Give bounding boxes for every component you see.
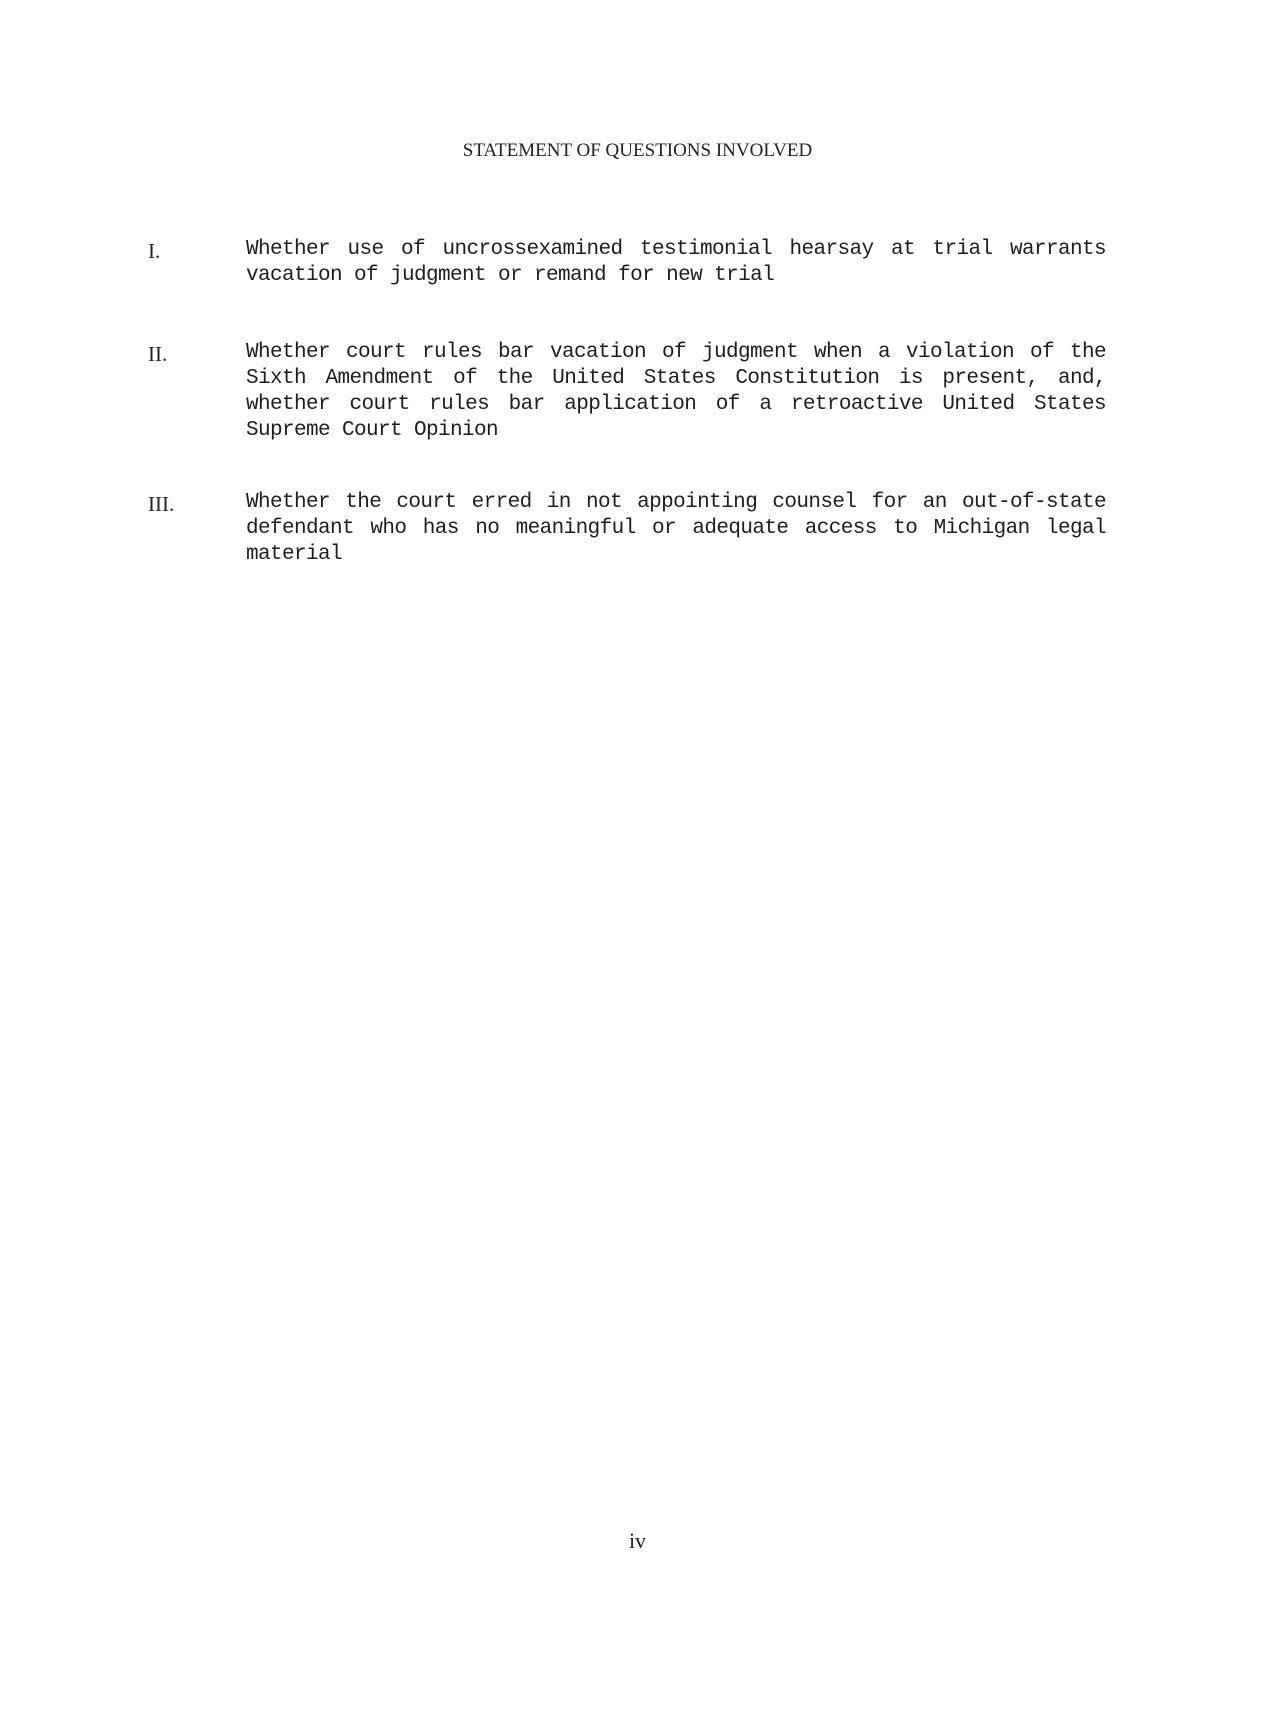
page-number: iv: [628, 1528, 647, 1553]
question-text: Whether use of uncrossexamined testimonial hearsay at trial warrants vacation of judgment or remand for new trial: [246, 238, 1106, 287]
question-numeral: I.: [148, 239, 161, 263]
question-numeral: II.: [148, 342, 168, 366]
question-text: Whether court rules bar vacation of judgment when a violation of the Sixth Amendment of the United States Constitution is present, and, whether court rules bar application of a retroactive United States Supreme Court Opinion: [246, 341, 1106, 442]
question-numeral: III.: [148, 492, 175, 516]
question-text: Whether the court erred in not appointing counsel for an out-of-state defendant who has no meaningful or adequate access to Michigan legal material: [246, 491, 1106, 566]
page-title: STATEMENT OF QUESTIONS INVOLVED: [462, 140, 813, 161]
